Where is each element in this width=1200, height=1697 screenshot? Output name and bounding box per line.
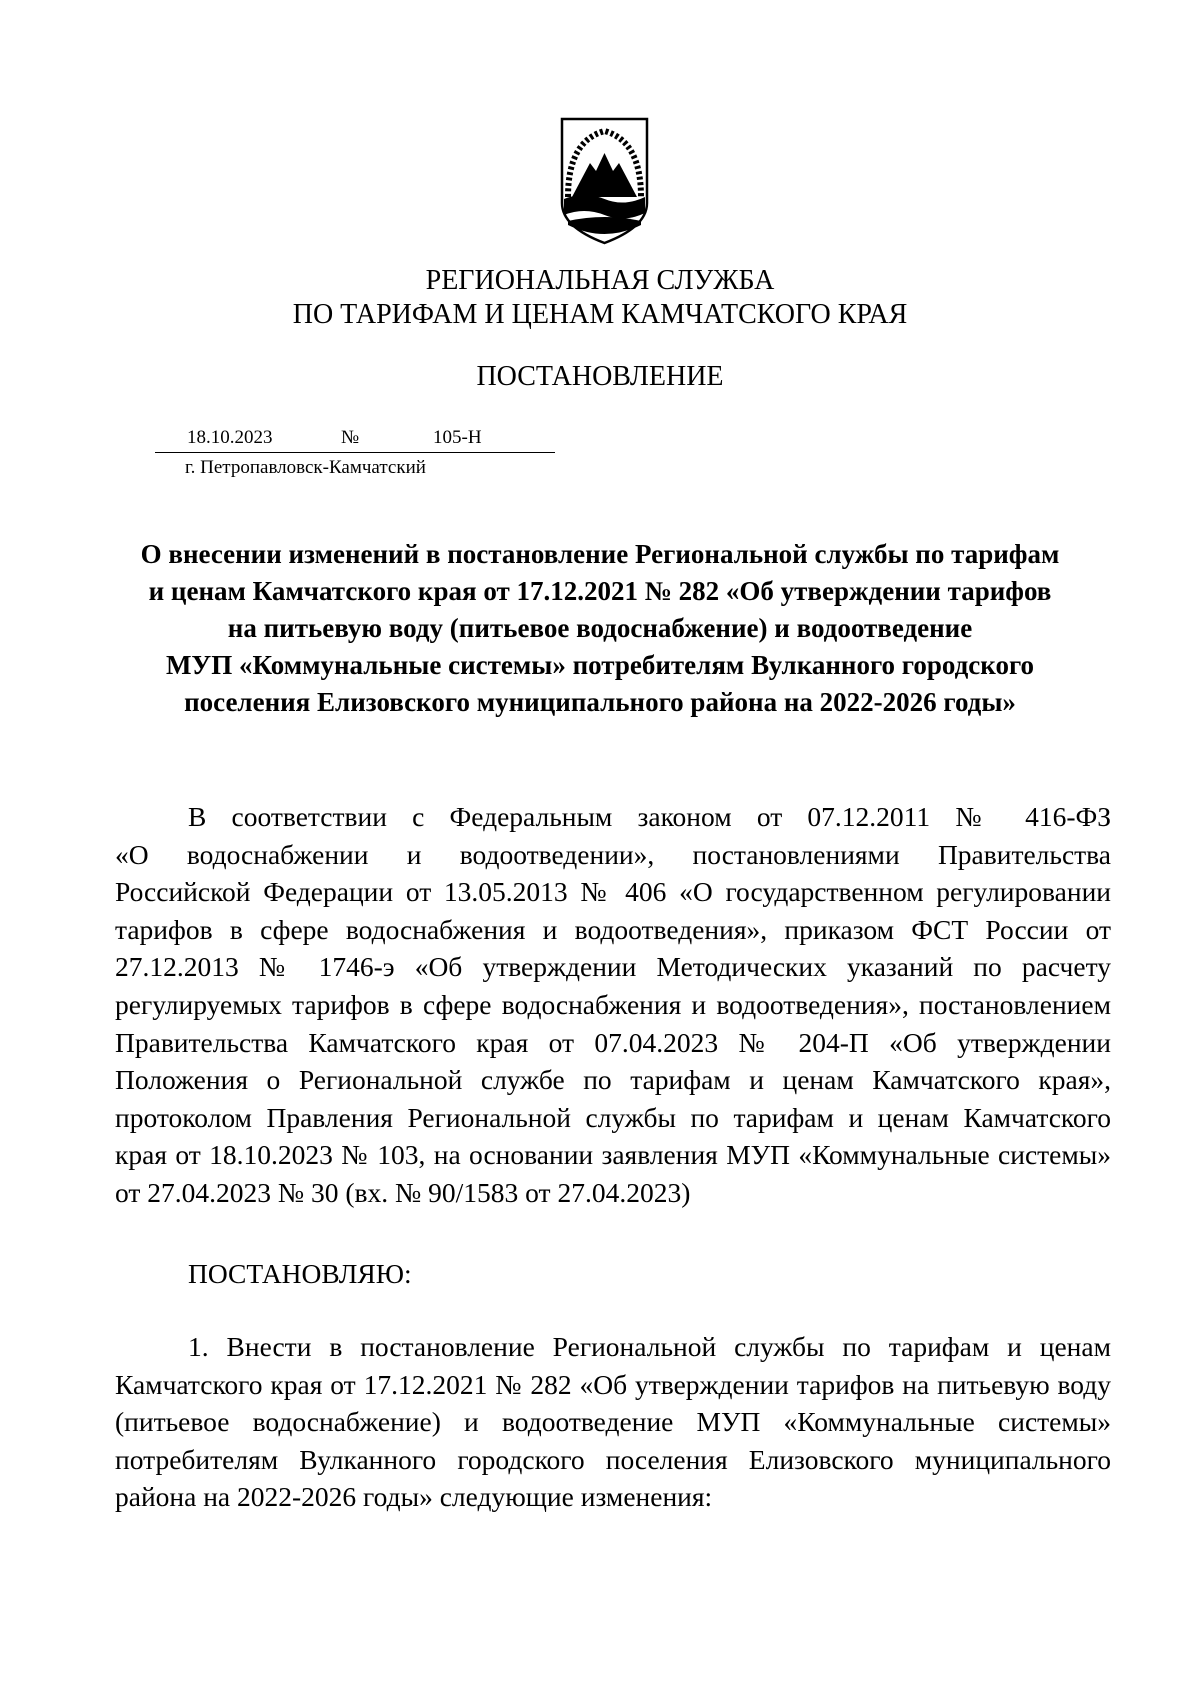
preamble-line: 27.12.2013 № 1746-э «Об утверждении Методических указаний по расчету [115, 951, 1111, 983]
agency-line-1: РЕГИОНАЛЬНАЯ СЛУЖБА [425, 265, 775, 296]
document-number: 105-Н [433, 427, 482, 448]
preamble-paragraph [115, 798, 1111, 1212]
preamble-line: края от 18.10.2023 № 103, на основании заявления МУП «Коммунальные системы» [115, 1139, 1111, 1171]
item-1-line: Камчатского края от 17.12.2021 № 282 «Об утверждении тарифов на питьевую воду [115, 1368, 1111, 1400]
document-city: г. Петропавловск-Камчатский [185, 457, 426, 478]
item-1-line: (питьевое водоснабжение) и водоотведение МУП «Коммунальные системы» [115, 1406, 1111, 1438]
preamble-line: регулируемых тарифов в сфере водоснабжения и водоотведения», постановлением [115, 988, 1111, 1020]
subject-line: МУП «Коммунальные системы» потребителям Вулканного городского [165, 650, 1035, 680]
subject-line: на питьевую воду (питьевое водоснабжение) и водоотведение [227, 613, 973, 643]
document-date: 18.10.2023 [187, 427, 273, 448]
document-type: ПОСТАНОВЛЕНИЕ [476, 361, 724, 392]
preamble-line: Правительства Камчатского края от 07.04.2023 № 204-П «Об утверждении [115, 1026, 1111, 1058]
item-1-line: района на 2022-2026 годы» следующие изменения: [115, 1481, 713, 1513]
preamble-line: протоколом Правления Региональной службы по тарифам и ценам Камчатского [115, 1101, 1111, 1133]
preamble-line: «О водоснабжении и водоотведении», постановлениями Правительства [115, 838, 1111, 870]
issuing-agency [0, 264, 1200, 332]
subject-line: поселения Елизовского муниципального района на 2022-2026 годы» [184, 687, 1016, 717]
kamchatka-coat-of-arms-icon [560, 117, 649, 245]
item-1-paragraph [115, 1328, 1111, 1516]
number-sign: № [341, 427, 360, 448]
item-1-line: потребителям Вулканного городского поселения Елизовского муниципального [115, 1443, 1111, 1475]
date-number-line [155, 426, 555, 453]
preamble-line: от 27.04.2023 № 30 (вх. № 90/1583 от 27.04.2023) [115, 1176, 691, 1208]
item-1-line: 1. Внести в постановление Региональной службы по тарифам и ценам [188, 1331, 1111, 1362]
preamble-line: Российской Федерации от 13.05.2013 № 406 «О государственном регулировании [115, 876, 1111, 908]
document-requisites [155, 426, 555, 481]
document-subject [108, 536, 1092, 721]
preamble-line: тарифов в сфере водоснабжения и водоотведения», приказом ФСТ России от [115, 913, 1111, 945]
preamble-line: Положения о Региональной службе по тарифам и ценам Камчатского края», [115, 1064, 1111, 1096]
decree-word: ПОСТАНОВЛЯЮ: [188, 1258, 412, 1289]
agency-line-2: ПО ТАРИФАМ И ЦЕНАМ КАМЧАТСКОГО КРАЯ [292, 299, 908, 330]
subject-line: и ценам Камчатского края от 17.12.2021 № 282 «Об утверждении тарифов [148, 576, 1052, 606]
preamble-line: В соответствии с Федеральным законом от 07.12.2011 № 416-ФЗ [188, 801, 1111, 832]
subject-line: О внесении изменений в постановление Региональной службы по тарифам [140, 539, 1060, 569]
